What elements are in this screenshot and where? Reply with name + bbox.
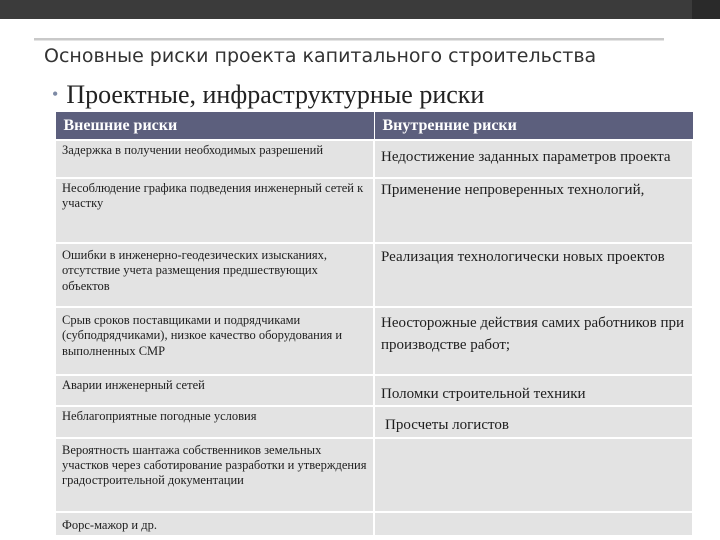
table-row [55, 178, 693, 243]
table-header-row [55, 112, 693, 141]
external-risk-cell: Срыв сроков поставщиками и подрядчиками (субподрядчиками), низкое качество оборудования и выполненных СМР [55, 307, 374, 375]
table-row [55, 375, 693, 406]
table-row [55, 243, 693, 307]
top-bar-accent [692, 0, 720, 19]
bullet-item [52, 80, 484, 110]
table-row [55, 438, 693, 512]
table-row [55, 406, 693, 437]
table-row [55, 512, 693, 536]
internal-risk-cell: Просчеты логистов [374, 406, 693, 437]
internal-risk-cell: Неосторожные действия самих работников при производстве работ; [374, 307, 693, 375]
external-risk-cell: Аварии инженерный сетей [55, 375, 374, 406]
internal-risk-cell [374, 438, 693, 512]
header-external-risks: Внешние риски [55, 112, 374, 141]
internal-risk-cell: Поломки строительной техники [374, 375, 693, 406]
external-risk-cell: Несоблюдение графика подведения инженерный сетей к участку [55, 178, 374, 243]
internal-risk-cell: Реализация технологически новых проектов [374, 243, 693, 307]
external-risk-cell: Ошибки в инженерно-геодезических изысканиях, отсутствие учета размещения предшествующих объектов [55, 243, 374, 307]
external-risk-cell: Задержка в получении необходимых разрешений [55, 140, 374, 178]
header-internal-risks: Внутренние риски [374, 112, 693, 141]
external-risk-cell: Неблагоприятные погодные условия [55, 406, 374, 437]
internal-risk-cell: Применение непроверенных технологий, [374, 178, 693, 243]
external-risk-cell: Вероятность шантажа собственников земельных участков через саботирование разработки и утверждения градостроительной документации [55, 438, 374, 512]
table-row [55, 140, 693, 178]
risks-table [54, 111, 694, 537]
top-bar [0, 0, 720, 19]
bullet-text: Проектные, инфраструктурные риски [66, 80, 485, 109]
title-rule-shadow [34, 40, 664, 41]
internal-risk-cell: Недостижение заданных параметров проекта [374, 140, 693, 178]
slide-title: Основные риски проекта капитального строительства [44, 45, 597, 67]
table-row [55, 307, 693, 375]
internal-risk-cell [374, 512, 693, 536]
external-risk-cell: Форс-мажор и др. [55, 512, 374, 536]
bullet-marker: • [52, 84, 59, 104]
